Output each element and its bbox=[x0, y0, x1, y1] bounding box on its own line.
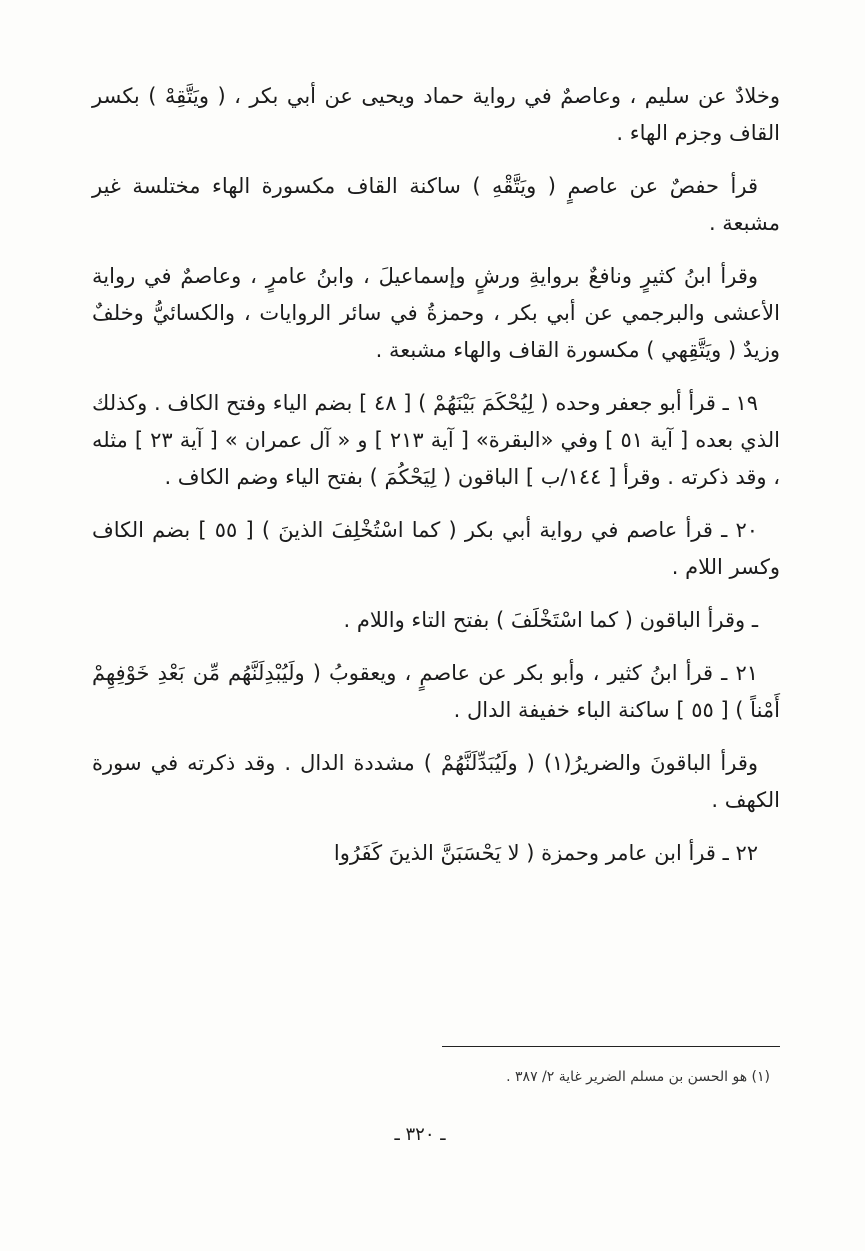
footnote: (١) هو الحسن بن مسلم الضرير غاية ٢/ ٣٨٧ . bbox=[506, 1069, 770, 1085]
main-text-block bbox=[92, 78, 780, 888]
paragraph-item-22: ٢٢ ـ قرأ ابن عامر وحمزة ( لا يَحْسَبَنَّ الذينَ كَفَرُوا bbox=[333, 841, 758, 865]
paragraph-item-19: ١٩ ـ قرأ أبو جعفر وحده ( لِيُحْكَمَ بَيْنَهُمْ ) [ ٤٨ ] بضم الياء وفتح الكاف . وكذلك الذي بعده [ آية ٥١ ] وفي «البقرة» [ آية ٢١٣ ] و « آل عمران » [ آية ٢٣ ] مثله ، وقد ذكرته . وقرأ [ ١٤٤/ب ] الباقون ( لِيَحْكُمَ ) بفتح الياء وضم الكاف . bbox=[92, 391, 781, 489]
paragraph-other-readers: وقرأ ابنُ كثيرٍ ونافعٌ بروايةِ ورشٍ وإسماعيلَ ، وابنُ عامرٍ ، وعاصمٌ في رواية الأعشى والبرجمي عن أبي بكر ، وحمزةُ في سائر الروايات ، والكسائيُّ وخلفٌ وزيدٌ ( ويَتَّقِهي ) مكسورة القاف والهاء مشبعة . bbox=[92, 264, 780, 362]
paragraph-item-20: ٢٠ ـ قرأ عاصم في رواية أبي بكر ( كما اسْتُخْلِفَ الذينَ ) [ ٥٥ ] بضم الكاف وكسر اللام . bbox=[92, 518, 780, 579]
paragraph-continuation: وخلادٌ عن سليم ، وعاصمٌ في رواية حماد ويحيى عن أبي بكر ، ( ويَتَّقِهْ ) بكسر القاف وجزم الهاء . bbox=[92, 84, 780, 145]
page-number: ـ ٣٢٠ ـ bbox=[394, 1124, 446, 1145]
footnote-divider bbox=[442, 1046, 780, 1047]
paragraph-item-21: ٢١ ـ قرأ ابنُ كثير ، وأبو بكر عن عاصمٍ ، ويعقوبُ ( ولَيُبْدِلَنَّهُم مِّن بَعْدِ خَوْفِهِمْ أَمْناً ) [ ٥٥ ] ساكنة الباء خفيفة الدال . bbox=[92, 661, 780, 722]
paragraph-hafs-reading: قرأ حفصٌ عن عاصمٍ ( ويَتَّقْهِ ) ساكنة القاف مكسورة الهاء مختلسة غير مشبعة . bbox=[92, 174, 780, 235]
paragraph-item-21-others: وقرأ الباقونَ والضريرُ(١) ( ولَيُبَدِّلَنَّهُمْ ) مشددة الدال . وقد ذكرته في سورة الكهف . bbox=[92, 751, 780, 812]
paragraph-item-20-others: ـ وقرأ الباقون ( كما اسْتَخْلَفَ ) بفتح التاء واللام . bbox=[343, 608, 758, 632]
